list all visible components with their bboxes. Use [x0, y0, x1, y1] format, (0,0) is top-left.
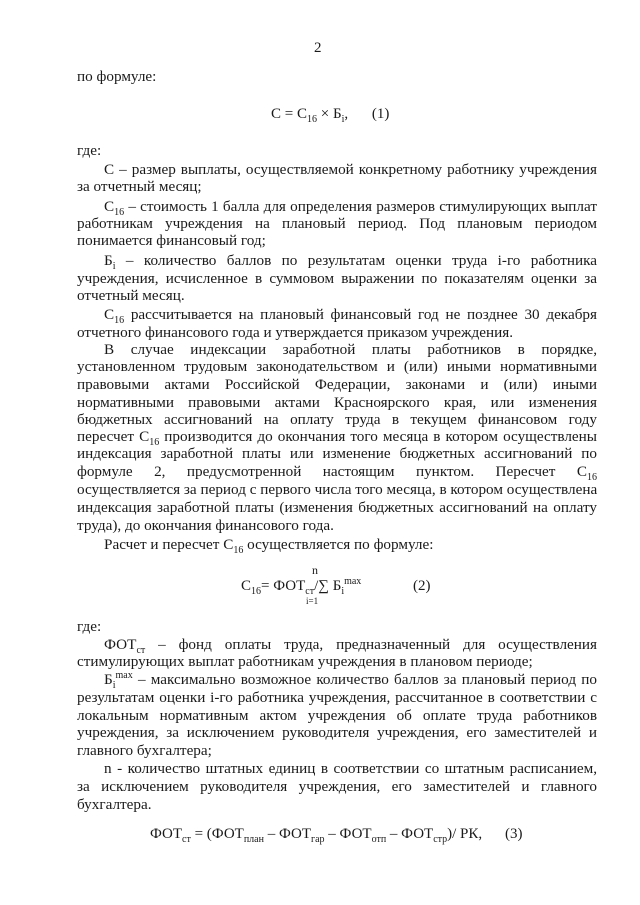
paragraph-line: за отчетный месяц;: [77, 178, 202, 195]
paragraph-line: С – размер выплаты, осуществляемой конкретному работнику учреждения: [104, 161, 597, 178]
symbol-sub: ст: [136, 645, 146, 657]
paragraph-text: – максимально возможное количество баллов за плановый период по: [137, 671, 597, 688]
formula-2-part: = ФОТ: [261, 578, 306, 594]
formula-2-sub: ст: [305, 586, 315, 597]
formula-2-number: (2): [413, 578, 431, 594]
page-number: 2: [314, 40, 322, 56]
symbol-b: Б: [104, 252, 113, 269]
paragraph-line: результатам оценки i-го работника учреждения, рассчитанное в соответствии с: [77, 689, 597, 706]
paragraph-line: В случае индексации заработной платы работников в порядке,: [104, 341, 597, 358]
formula-3-sub: план: [243, 834, 264, 845]
formula-3-number: (3): [505, 826, 523, 842]
symbol-c: С: [104, 198, 115, 215]
formula-3-sub: гар: [311, 834, 325, 845]
symbol-sub: i: [112, 680, 116, 692]
formula-3-part: – ФОТ: [389, 826, 434, 842]
paragraph-line: [77, 463, 597, 484]
paragraph-line: [104, 252, 597, 273]
symbol-sub: i: [112, 261, 116, 273]
paragraph-line: [104, 636, 598, 657]
formula-3-part: )/ РК,: [447, 826, 483, 842]
paragraph-line: индексация заработной платы (изменения бюджетных ассигнований на оплату: [77, 499, 597, 516]
paragraph-line: труда), до окончания финансового года.: [77, 517, 334, 534]
formula-3-part: ФОТ: [150, 826, 183, 842]
formula-2-sup: max: [344, 576, 362, 587]
paragraph-line: бухгалтера.: [77, 796, 152, 813]
paragraph-text: производится до окончания того месяца в котором осуществлены: [164, 428, 597, 445]
formula-1-part: × Б: [320, 106, 342, 122]
formula-1-part: С = С: [271, 106, 307, 122]
symbol-sub: 16: [149, 437, 160, 449]
paragraph-line: [104, 536, 434, 557]
symbol-c: С: [104, 306, 115, 323]
formula-2: [241, 578, 361, 595]
where-label: где:: [77, 618, 102, 635]
paragraph-line: работникам учреждения на плановый период. Под плановым периодом: [77, 215, 597, 232]
paragraph-line: [77, 428, 597, 449]
formula-2-part: С: [241, 578, 252, 594]
symbol-b: Б: [104, 671, 113, 688]
formula-3: [150, 826, 482, 843]
paragraph-line: осуществляется за период с первого числа того месяца, в котором осуществлена: [77, 481, 598, 498]
paragraph-text: формуле 2, предусмотренной настоящим пунктом. Пересчет С: [77, 463, 587, 480]
paragraph-text: пересчет С: [77, 428, 150, 445]
formula-3-part: – ФОТ: [267, 826, 311, 842]
paragraph-text: – фонд оплаты труда, предназначенный для осуществления: [158, 636, 598, 653]
paragraph-text: – стоимость 1 балла для определения размеров стимулирующих выплат: [128, 198, 597, 215]
formula-2-bottom: i=1: [306, 596, 319, 606]
paragraph-line: n - количество штатных единиц в соответствии со штатным расписанием,: [104, 760, 597, 777]
paragraph-line: [104, 669, 597, 692]
paragraph-line: за исключением руководителя учреждения, его заместителей и главного: [77, 778, 597, 795]
formula-2-top: n: [312, 563, 318, 577]
paragraph-line: индексация заработной платы или изменение бюджетных ассигнований по: [77, 445, 597, 462]
paragraph-line: отчетный месяц.: [77, 287, 185, 304]
paragraph-text: – количество баллов по результатам оценки труда i-го работника: [125, 252, 597, 269]
paragraph-line: правовыми актами Российской Федерации, законами и (или) иными: [77, 376, 597, 393]
paragraph-text: осуществляется по формуле:: [247, 536, 434, 553]
paragraph-text: Расчет и пересчет С: [104, 536, 234, 553]
paragraph-line: учреждения, исчисленное в суммовом выражении по показателям оценки за: [77, 270, 597, 287]
paragraph-text: рассчитывается на плановый финансовый год не позднее 30 декабря: [130, 306, 598, 323]
paragraph-line: бюджетных ассигнований на оплату труда в текущем финансовом году: [77, 411, 597, 428]
formula-1-part: ,: [344, 106, 349, 122]
formula-3-part: – ФОТ: [328, 826, 372, 842]
paragraph-line: нормативными правовыми актами Красноярского края, или изменения: [77, 394, 597, 411]
symbol-fot: ФОТ: [104, 636, 137, 653]
formula-2-sub: 16: [251, 586, 262, 597]
symbol-sub: 16: [233, 545, 244, 557]
paragraph-line: отчетного финансового года и утверждается приказом учреждения.: [77, 324, 514, 341]
formula-2-sub: i: [341, 586, 345, 597]
formula-1-sub: i: [341, 114, 345, 125]
formula-1-number: (1): [371, 106, 390, 122]
paragraph-line: [104, 306, 598, 327]
intro-line: по формуле:: [77, 68, 157, 85]
paragraph-line: локальным нормативным актом учреждения об оплате труда работников: [77, 707, 597, 724]
formula-3-sub: ст: [182, 834, 191, 845]
symbol-sub: 16: [587, 472, 597, 484]
paragraph-line: учреждения, за исключением руководителя учреждения, его заместителей и: [77, 724, 597, 741]
paragraph-line: стимулирующих выплат работникам учреждения в плановом периоде;: [77, 653, 533, 670]
symbol-sub: 16: [114, 315, 125, 327]
formula-3-sub: отп: [371, 834, 387, 845]
formula-2-part: /∑ Б: [314, 578, 342, 594]
paragraph-line: понимается финансовый год;: [77, 232, 266, 249]
paragraph-line: [104, 198, 597, 219]
symbol-sub: 16: [114, 207, 125, 219]
formula-3-part: = (ФОТ: [194, 826, 244, 842]
formula-3-sub: стр: [433, 834, 448, 845]
paragraph-line: установленном трудовым законодательством и (или) иными нормативными: [77, 358, 597, 375]
formula-1: [271, 106, 389, 123]
symbol-sup: max: [115, 669, 133, 681]
where-label: где:: [77, 142, 102, 159]
formula-1-sub: 16: [306, 114, 317, 125]
paragraph-line: главного бухгалтера;: [77, 742, 212, 759]
